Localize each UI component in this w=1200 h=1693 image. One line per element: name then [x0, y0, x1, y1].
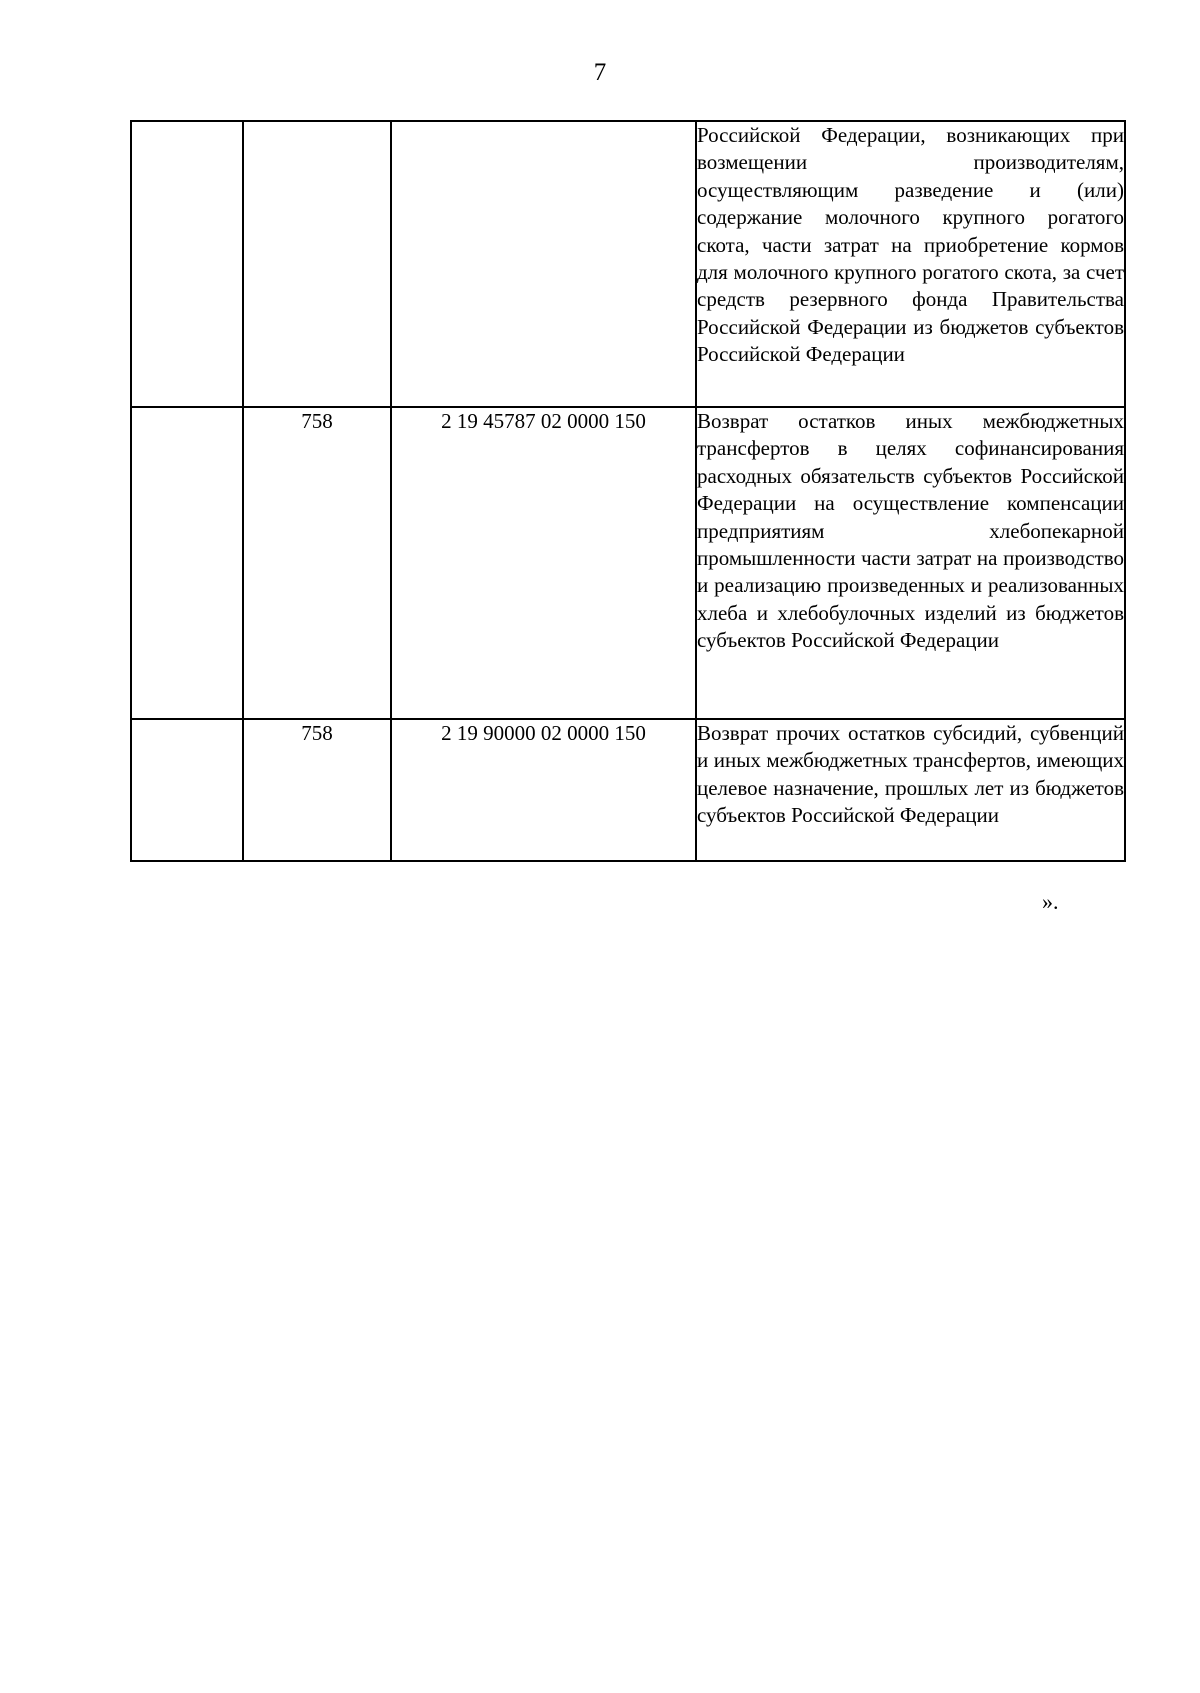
table-cell-empty [131, 719, 243, 861]
table-cell-kbk-code [391, 121, 696, 407]
budget-classification-table [130, 120, 1126, 862]
table-cell-admin-code: 758 [243, 407, 391, 719]
table-cell-empty [131, 121, 243, 407]
closing-quote-mark: ». [1042, 889, 1059, 914]
table-cell-description: Возврат остатков иных межбюджетных трансфертов в целях софинансирования расходных обязательств субъектов Российской Федерации на осуществление компенсации предприятиям хлебопекарной промышленности части затрат на производство и реализацию произведенных и реализованных хлеба и хлебобулочных изделий из бюджетов субъектов Российской Федерации [696, 407, 1125, 719]
table-cell-empty [131, 407, 243, 719]
table-row [131, 407, 1125, 719]
table-cell-description: Российской Федерации, возникающих при возмещении производителям, осуществляющим разведение и (или) содержание молочного крупного рогатого скота, части затрат на приобретение кормов для молочного крупного рогатого скота, за счет средств резервного фонда Правительства Российской Федерации из бюджетов субъектов Российской Федерации [696, 121, 1125, 407]
table-cell-description: Возврат прочих остатков субсидий, субвенций и иных межбюджетных трансфертов, имеющих целевое назначение, прошлых лет из бюджетов субъектов Российской Федерации [696, 719, 1125, 861]
table-cell-admin-code [243, 121, 391, 407]
table-row [131, 719, 1125, 861]
table-cell-kbk-code: 2 19 45787 02 0000 150 [391, 407, 696, 719]
page-number: 7 [593, 59, 607, 86]
table-cell-kbk-code: 2 19 90000 02 0000 150 [391, 719, 696, 861]
table-cell-admin-code: 758 [243, 719, 391, 861]
table-row [131, 121, 1125, 407]
